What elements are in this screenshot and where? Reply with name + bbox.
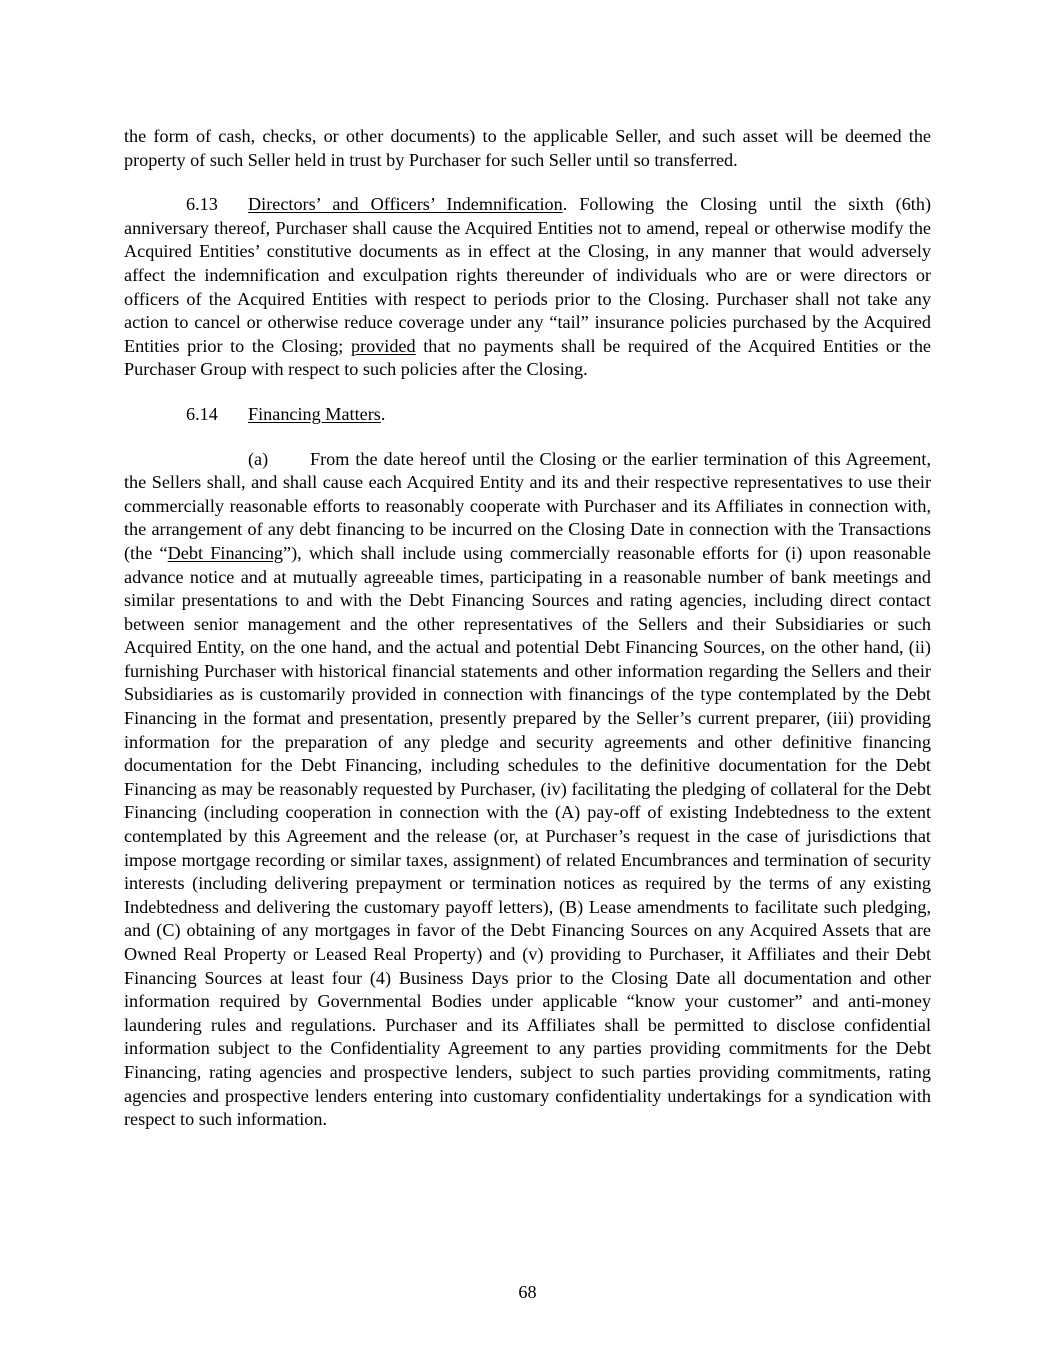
section-body: . Following the Closing until the sixth (6th) anniversary thereof, Purchaser shall cause the Acquired Entities not to amend, repeal or otherwise modify the Acquired Entities’ constitutive documents as in effect at the Closing, in any manner that would adversely affect the indemnification and exculpation rights thereunder of individuals who are or were directors or officers of the Acquired Entities with respect to periods prior to the Closing. Purchaser shall not take any action to cancel or otherwise reduce coverage under any “tail” insurance policies purchased by the Acquired Entities prior to the Closing; bbox=[124, 194, 931, 356]
section-6-13-paragraph bbox=[124, 193, 931, 382]
document-page bbox=[124, 125, 931, 1132]
subsection-a-paragraph bbox=[124, 448, 931, 1132]
defined-term: Debt Financing bbox=[167, 542, 284, 563]
section-6-14-heading bbox=[124, 403, 931, 427]
provided-term: provided bbox=[350, 335, 416, 356]
section-number: 6.13 bbox=[186, 194, 218, 215]
section-heading-period: . bbox=[380, 403, 386, 424]
section-body-end: that no payments shall be required of the Acquired Entities or the Purchaser Group with respect to such policies after the Closing. bbox=[124, 335, 932, 380]
subsection-body: From the date hereof until the Closing or the earlier termination of this Agreement, the Sellers shall, and shall cause each Acquired Entity and its and their respective representatives to use their commercially reasonable efforts to reasonably cooperate with Purchaser and its Affiliates in connection with, the arrangement of any debt financing to be incurred on the Closing Date in connection with the Transactions (the “ bbox=[124, 448, 931, 563]
section-heading: Directors’ and Officers’ Indemnification bbox=[248, 194, 563, 215]
subsection-body-end: ”), which shall include using commercially reasonable efforts for (i) upon reasonable advance notice and at mutually agreeable times, participating in a reasonable number of bank meetings and similar presentations to and with the Debt Financing Sources and rating agencies, including direct contact between senior management and the other representatives of the Sellers and their Subsidiaries or such Acquired Entity, on the one hand, and the actual and potential Debt Financing Sources, on the other hand, (ii) furnishing Purchaser with historical financial statements and other information regarding the Sellers and their Subsidiaries as is customarily provided in connection with financings of the type contemplated by the Debt Financing in the format and presentation, presently prepared by the Seller’s current preparer, (iii) providing information for the preparation of any pledge and security agreements and other definitive financing documentation for the Debt Financing, including schedules to the definitive documentation for the Debt Financing as may be reasonably requested by Purchaser, (iv) facilitating the pledging of collateral for the Debt Financing (including cooperation in connection with the (A) pay-off of existing Indebtedness to the extent contemplated by this Agreement and the release (or, at Purchaser’s request in the case of jurisdictions that impose mortgage recording or similar taxes, assignment) of related Encumbrances and termination of security interests (including delivering prepayment or termination notices as required by the terms of any existing Indebtedness and delivering the customary payoff letters), (B) Lease amendments to facilitate such pledging, and (C) obtaining of any mortgages in favor of the Debt Financing Sources on any Acquired Assets that are Owned Real Property or Leased Real Property) and (v) providing to Purchaser, it Affiliates and their Debt Financing Sources at least four (4) Business Days prior to the Closing Date all documentation and other information required by Governmental Bodies under applicable “know your customer” and anti-money laundering rules and regulations. Purchaser and its Affiliates shall be permitted to disclose confidential information subject to the Confidentiality Agreement to any parties providing commitments for the Debt Financing, rating agencies and prospective lenders, subject to such parties providing commitments, rating agencies and prospective lenders entering into customary confidentiality undertakings for a syndication with respect to such information. bbox=[124, 542, 931, 1130]
continuation-paragraph: the form of cash, checks, or other documents) to the applicable Seller, and such asset will be deemed the property of such Seller held in trust by Purchaser for such Seller until so transferred. bbox=[124, 126, 931, 170]
subsection-label: (a) bbox=[248, 448, 269, 469]
page-number: 68 bbox=[518, 1282, 537, 1302]
section-heading: Financing Matters bbox=[248, 403, 381, 424]
section-number: 6.14 bbox=[186, 403, 218, 424]
